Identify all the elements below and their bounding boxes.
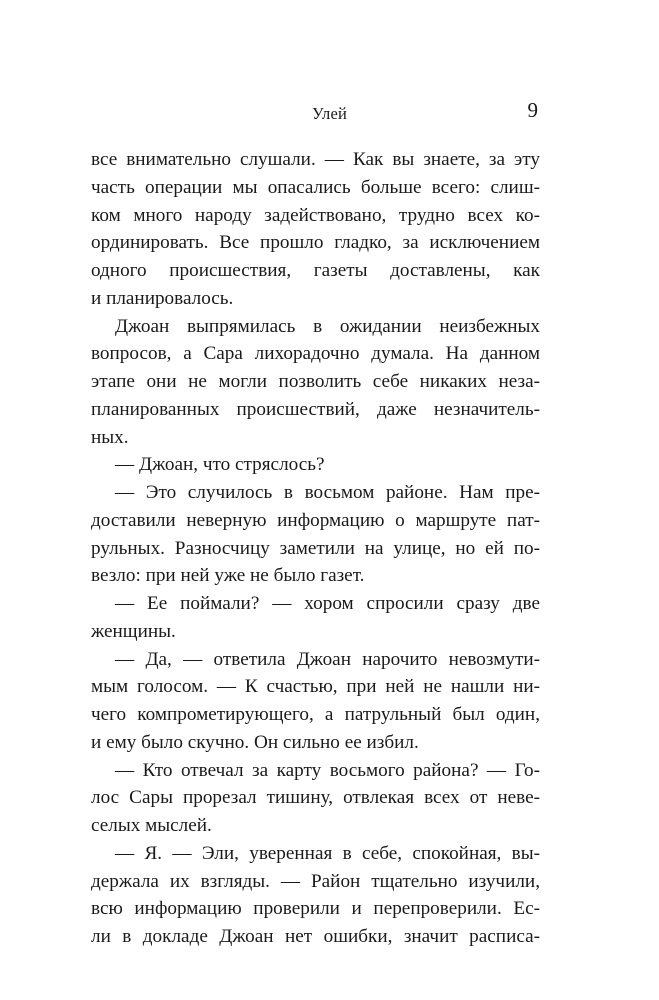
text-line: рульных. Разносчицу заметили на улице, но ей по- xyxy=(91,537,540,559)
text-line: — Кто отвечал за карту восьмого района? — Го- xyxy=(115,759,540,781)
text-line: ных. xyxy=(91,426,129,448)
running-title: Улей xyxy=(311,104,347,123)
text-line: планированных происшествий, даже незначитель- xyxy=(91,398,540,420)
text-line: одного происшествия, газеты доставлены, как xyxy=(91,260,540,281)
text-line: ли в докладе Джоан нет ошибки, значит расписа- xyxy=(91,926,540,947)
text-line: мым голосом. — К счастью, при ней не нашли ни- xyxy=(91,676,540,698)
text-line: лос Сары прорезал тишину, отвлекая всех от неве- xyxy=(91,787,540,809)
text-line: женщины. xyxy=(91,620,176,642)
page-number: 9 xyxy=(527,98,538,122)
text-line: и ему было скучно. Он сильно ее избил. xyxy=(91,731,419,753)
text-line: — Джоан, что стряслось? xyxy=(115,454,325,476)
text-line: часть операции мы опасались больше всего: слиш- xyxy=(91,176,540,198)
text-line: все внимательно слушали. — Как вы знаете, за эту xyxy=(91,149,540,170)
text-line: — Это случилось в восьмом районе. Нам пре- xyxy=(115,482,540,503)
text-line: — Да, — ответила Джоан нарочито невозмути- xyxy=(115,648,540,670)
text-line: держала их взгляды. — Район тщательно изучили, xyxy=(91,870,540,892)
text-line: этапе они не могли позволить себе никаких неза- xyxy=(91,371,540,392)
text-line: Джоан выпрямилась в ожидании неизбежных xyxy=(115,315,540,337)
text-line: селых мыслей. xyxy=(91,815,212,836)
text-line: вопросов, а Сара лихорадочно думала. На данном xyxy=(91,343,540,365)
text-line: и планировалось. xyxy=(91,287,234,309)
text-line: всю информацию проверили и перепроверили. Ес- xyxy=(91,898,540,920)
text-line: ординировать. Все прошло гладко, за исключением xyxy=(91,232,540,254)
body-text xyxy=(91,146,540,951)
running-head xyxy=(0,98,659,128)
text-line: — Я. — Эли, уверенная в себе, спокойная, вы- xyxy=(115,842,540,864)
text-line: доставили неверную информацию о маршруте пат- xyxy=(91,509,540,531)
text-line: везло: при ней уже не было газет. xyxy=(91,565,365,587)
text-line: — Ее поймали? — хором спросили сразу две xyxy=(115,593,540,614)
text-line: ком много народу задействовано, трудно всех ко- xyxy=(91,204,540,226)
text-line: чего компрометирующего, а патрульный был один, xyxy=(91,704,540,725)
